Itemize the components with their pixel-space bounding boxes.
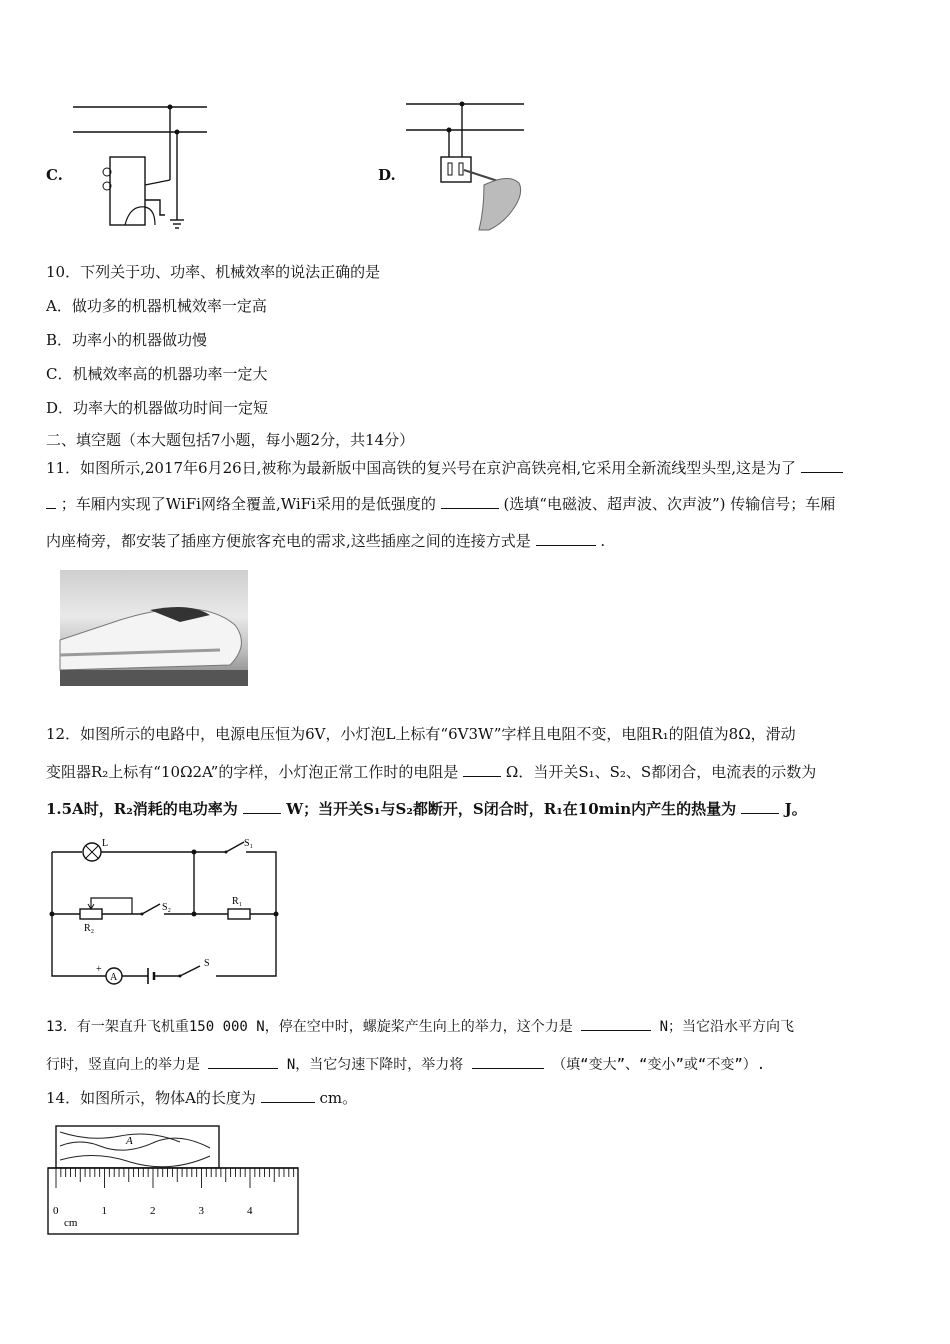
q14-stem-a: 14．如图所示，物体A的长度为 bbox=[46, 1089, 256, 1107]
q14-ruler-diagram bbox=[46, 1124, 302, 1238]
q12-blank-2[interactable] bbox=[243, 799, 281, 814]
q11-line3-end: . bbox=[600, 532, 606, 550]
q12-line3 bbox=[46, 799, 807, 819]
ruler-tick-label: 0 bbox=[53, 1205, 59, 1217]
ruler-tick-label: 3 bbox=[198, 1205, 204, 1217]
q12-circuit-diagram bbox=[46, 838, 286, 983]
option-c-diagram bbox=[70, 100, 210, 235]
q12-line2a-text: 变阻器R₂上标有“10Ω2A”的字样，小灯泡正常工作时的电阻是 bbox=[46, 763, 459, 781]
q10-option-d: D．功率大的机器做功时间一定短 bbox=[46, 399, 269, 417]
object-a-label: A bbox=[126, 1135, 133, 1147]
q10-stem: 10．下列关于功、功率、机械效率的说法正确的是 bbox=[46, 263, 381, 281]
q13-line2b-text: N，当它匀速下降时，举力将 bbox=[286, 1057, 464, 1073]
high-speed-train-image bbox=[60, 570, 248, 686]
q11-line1-text: 11．如图所示,2017年6月26日,被称为最新版中国高铁的复兴号在京沪高铁亮相,它采用全新流线型头型,这是为了 bbox=[46, 459, 796, 477]
q13-blank-1[interactable] bbox=[581, 1016, 651, 1031]
q11-line3-text: 内座椅旁，都安装了插座方便旅客充电的需求,这些插座之间的连接方式是 bbox=[46, 532, 531, 550]
ruler-unit: cm bbox=[64, 1217, 78, 1229]
q11-line1 bbox=[46, 458, 843, 478]
q11-blank-1[interactable] bbox=[801, 458, 843, 473]
option-d-diagram bbox=[404, 95, 529, 235]
option-c-label: C. bbox=[46, 166, 63, 184]
q13-blank-2[interactable] bbox=[208, 1054, 278, 1069]
s-label: S bbox=[204, 958, 210, 969]
q14-stem bbox=[46, 1088, 357, 1108]
q13-blank-3[interactable] bbox=[472, 1054, 544, 1069]
ruler-body bbox=[48, 1168, 298, 1234]
q11-line3 bbox=[46, 531, 605, 551]
q12-blank-1[interactable] bbox=[463, 762, 501, 777]
q13-line2 bbox=[46, 1054, 765, 1075]
q10-option-a: A．做功多的机器机械效率一定高 bbox=[46, 297, 267, 315]
q12-line1: 12．如图所示的电路中，电源电压恒为6V，小灯泡L上标有“6V3W”字样且电阻不变，电阻R₁的阻值为8Ω，滑动 bbox=[46, 725, 796, 743]
ammeter-label: A bbox=[110, 972, 118, 983]
option-d-label: D. bbox=[378, 166, 396, 184]
ruler-tick-label: 4 bbox=[247, 1205, 253, 1217]
q11-blank-3[interactable] bbox=[536, 531, 596, 546]
q13-line2a-text: 行时，竖直向上的举力是 bbox=[46, 1057, 200, 1073]
section-2-title: 二、填空题（本大题包括7小题，每小题2分，共14分） bbox=[46, 431, 415, 449]
q14-blank-1[interactable] bbox=[261, 1088, 315, 1103]
ruler-tick-label: 1 bbox=[101, 1205, 107, 1217]
ammeter-plus: + bbox=[96, 964, 102, 975]
q13-line1b-text: N；当它沿水平方向飞 bbox=[659, 1019, 795, 1035]
q13-line2c-text: （填“变大”、“变小”或“不变”）. bbox=[552, 1057, 766, 1073]
q11-line2b-text: (选填“电磁波、超声波、次声波”) 传输信号；车厢 bbox=[503, 495, 836, 513]
q14-stem-b: cm。 bbox=[319, 1089, 358, 1107]
q12-blank-3[interactable] bbox=[741, 799, 779, 814]
r2-rheostat-symbol bbox=[80, 909, 102, 919]
q10-option-c: C．机械效率高的机器功率一定大 bbox=[46, 365, 268, 383]
r1-label: R₁ bbox=[232, 896, 243, 907]
lamp-label: L bbox=[102, 838, 109, 849]
q12-line3b-text: W；当开关S₁与S₂都断开，S闭合时，R₁在10min内产生的热量为 bbox=[286, 800, 737, 818]
q11-line2a-text: ；车厢内实现了WiFi网络全覆盖,WiFi采用的是低强度的 bbox=[60, 495, 436, 513]
q11-line2 bbox=[46, 494, 835, 514]
s2-label: S₂ bbox=[162, 902, 172, 913]
q13-line1a-text: 13．有一架直升飞机重150 000 N，停在空中时，螺旋桨产生向上的举力，这个力是 bbox=[46, 1019, 573, 1035]
q11-blank-2[interactable] bbox=[441, 494, 499, 509]
s1-label: S₁ bbox=[244, 838, 254, 849]
r1-symbol bbox=[228, 909, 250, 919]
q12-line3c-text: J。 bbox=[784, 800, 807, 818]
q12-line3a-text: 1.5A时，R₂消耗的电功率为 bbox=[46, 800, 238, 818]
q12-line2b-text: Ω．当开关S₁、S₂、S都闭合，电流表的示数为 bbox=[505, 763, 817, 781]
q12-line2 bbox=[46, 762, 816, 782]
q10-option-b: B．功率小的机器做功慢 bbox=[46, 331, 208, 349]
ruler-tick-label: 2 bbox=[150, 1205, 156, 1217]
q13-line1 bbox=[46, 1016, 794, 1037]
r2-label: R₂ bbox=[84, 923, 95, 934]
q11-blank-1-cont[interactable] bbox=[46, 494, 56, 509]
